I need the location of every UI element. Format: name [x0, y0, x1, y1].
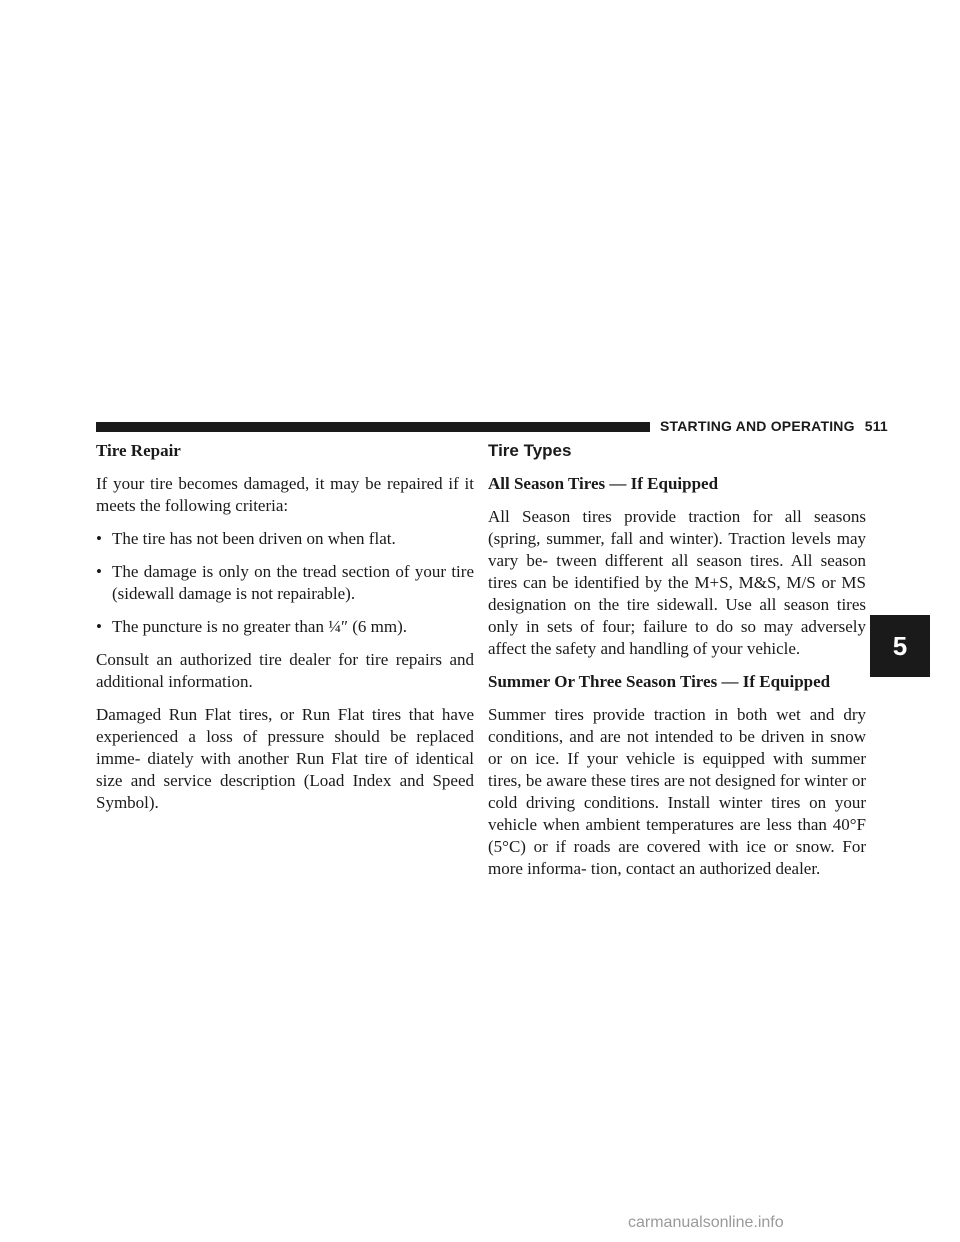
bullet-icon: • — [96, 529, 102, 548]
run-flat-paragraph: Damaged Run Flat tires, or Run Flat tires that have experienced a loss of pressure should be replaced imme- diately with another Run Flat tire of identical size and service description (Load Index and Speed Symbol). — [96, 705, 474, 812]
all-season-heading: All Season Tires — If Equipped — [488, 474, 719, 493]
list-item: • The tire has not been driven on when flat. — [96, 529, 396, 548]
summer-tires-heading: Summer Or Three Season Tires — If Equipped — [488, 672, 831, 691]
tire-repair-intro: If your tire becomes damaged, it may be repaired if it meets the following criteria: — [96, 474, 474, 515]
header-rule — [96, 422, 650, 432]
repair-criteria-list — [96, 528, 474, 638]
all-season-paragraph: All Season tires provide traction for all seasons (spring, summer, fall and winter). Traction levels may vary be- tween different all season tires. All season tires can be identified by the M+S, M&S, M/S or MS designation on the tire sidewall. Use all season tires only in sets of four; failure to do so may adversely affect the safety and handling of your vehicle. — [488, 507, 866, 658]
running-header — [660, 418, 888, 434]
summer-tires-paragraph: Summer tires provide traction in both wet and dry conditions, and are not intended to be driven in snow or on ice. If your vehicle is equipped with summer tires, be aware these tires are not designed for winter or cold driving conditions. Install winter tires on your vehicle when ambient temperatures are less than 40°F (5°C) or if roads are covered with ice or snow. For more informa- tion, contact an authorized dealer. — [488, 705, 866, 878]
left-column — [96, 440, 474, 825]
bullet-icon: • — [96, 617, 102, 636]
tire-repair-heading: Tire Repair — [96, 441, 181, 460]
chapter-tab: 5 — [870, 615, 930, 677]
watermark: carmanualsonline.info — [628, 1214, 784, 1231]
bullet-icon: • — [96, 562, 102, 581]
page-number: 511 — [864, 418, 888, 434]
list-item: • The damage is only on the tread section of your tire (sidewall damage is not repairable). — [96, 562, 474, 603]
section-name: STARTING AND OPERATING — [660, 418, 855, 434]
list-item: • The puncture is no greater than ¼″ (6 mm). — [96, 617, 408, 636]
right-column — [488, 440, 866, 891]
tire-types-title: Tire Types — [488, 441, 572, 460]
consult-dealer-paragraph: Consult an authorized tire dealer for tire repairs and additional information. — [96, 650, 474, 691]
